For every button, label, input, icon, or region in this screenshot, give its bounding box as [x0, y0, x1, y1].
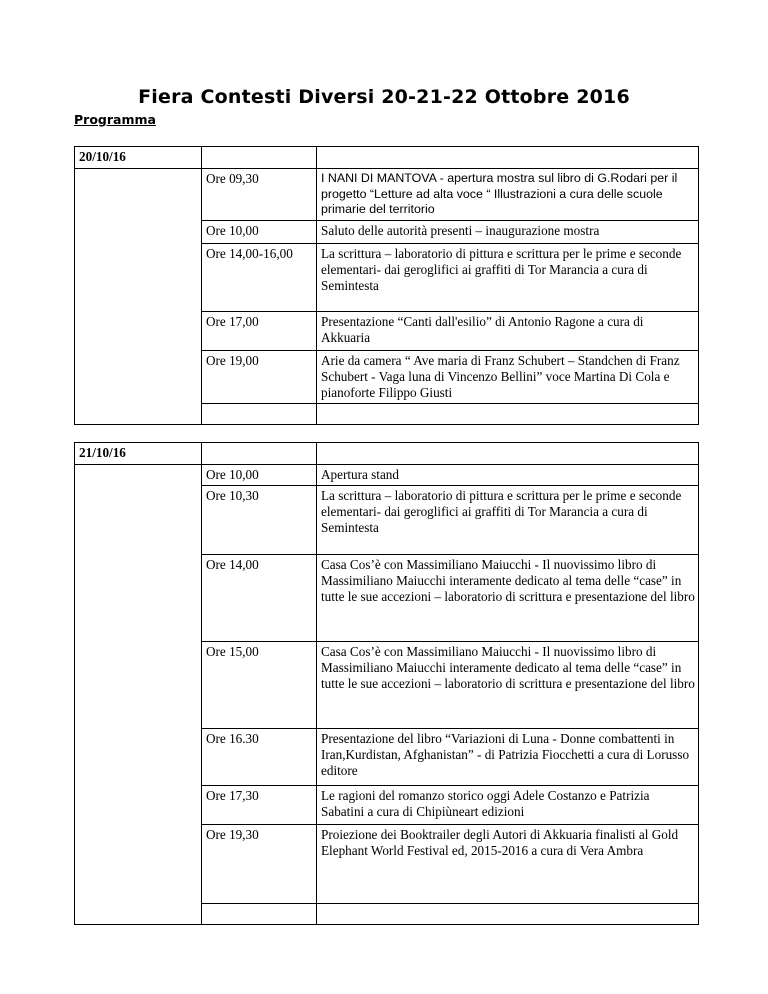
event-description: Casa Cos’è con Massimiliano Maiucchi - Il nuovissimo libro di Massimiliano Maiucchi interamente dedicato al tema delle “case” in tutte le sue accezioni – laboratorio di scrittura e presentazione del libro	[317, 642, 699, 729]
page-subtitle: Programma	[74, 112, 156, 127]
event-time: Ore 17,30	[202, 786, 317, 825]
event-description: Le ragioni del romanzo storico oggi Adele Costanzo e Patrizia Sabatini a cura di Chipiùneart edizioni	[317, 786, 699, 825]
event-time: Ore 19,00	[202, 350, 317, 403]
event-time: Ore 14,00	[202, 555, 317, 642]
event-time: Ore 19,30	[202, 825, 317, 904]
event-description: Arie da camera “ Ave maria di Franz Schubert – Standchen di Franz Schubert - Vaga luna di Vincenzo Bellini” voce Martina Di Cola e pianoforte Filippo Giusti	[317, 350, 699, 403]
event-description: La scrittura – laboratorio di pittura e scrittura per le prime e seconde elementari- dai geroglifici ai graffiti di Tor Marancia a cura di Semintesta	[317, 486, 699, 555]
event-time: Ore 10,30	[202, 486, 317, 555]
day-date: 20/10/16	[75, 147, 202, 169]
event-time: Ore 09,30	[202, 169, 317, 221]
event-time: Ore 15,00	[202, 642, 317, 729]
table-row	[75, 465, 699, 486]
event-description: Proiezione dei Booktrailer degli Autori di Akkuaria finalisti al Gold Elephant World Festival ed, 2015-2016 a cura di Vera Ambra	[317, 825, 699, 904]
event-description: Presentazione “Canti dall'esilio” di Antonio Ragone a cura di Akkuaria	[317, 311, 699, 350]
schedule-table-day-2	[74, 442, 699, 925]
table-row	[75, 169, 699, 221]
event-description: I NANI DI MANTOVA - apertura mostra sul libro di G.Rodari per il progetto “Letture ad alta voce “ Illustrazioni a cura delle scuole primarie del territorio	[317, 169, 699, 221]
day-side-cell	[75, 169, 202, 425]
event-time: Ore 14,00-16,00	[202, 243, 317, 311]
event-description: Saluto delle autorità presenti – inaugurazione mostra	[317, 220, 699, 243]
event-time: Ore 10,00	[202, 465, 317, 486]
event-description: Apertura stand	[317, 465, 699, 486]
schedule-table-day-1	[74, 146, 699, 425]
page-title: Fiera Contesti Diversi 20-21-22 Ottobre 2016	[138, 86, 630, 108]
day-header-row	[75, 147, 699, 169]
event-description: Casa Cos’è con Massimiliano Maiucchi - Il nuovissimo libro di Massimiliano Maiucchi interamente dedicato al tema delle “case” in tutte le sue accezioni – laboratorio di scrittura e presentazione del libro	[317, 555, 699, 642]
event-time: Ore 10,00	[202, 220, 317, 243]
day-header-row	[75, 443, 699, 465]
event-description: La scrittura – laboratorio di pittura e scrittura per le prime e seconde elementari- dai geroglifici ai graffiti di Tor Marancia a cura di Semintesta	[317, 243, 699, 311]
day-date: 21/10/16	[75, 443, 202, 465]
event-description: Presentazione del libro “Variazioni di Luna - Donne combattenti in Iran,Kurdistan, Afghanistan” - di Patrizia Fiocchetti a cura di Lorusso editore	[317, 729, 699, 786]
day-side-cell	[75, 465, 202, 925]
event-time: Ore 16.30	[202, 729, 317, 786]
event-time: Ore 17,00	[202, 311, 317, 350]
